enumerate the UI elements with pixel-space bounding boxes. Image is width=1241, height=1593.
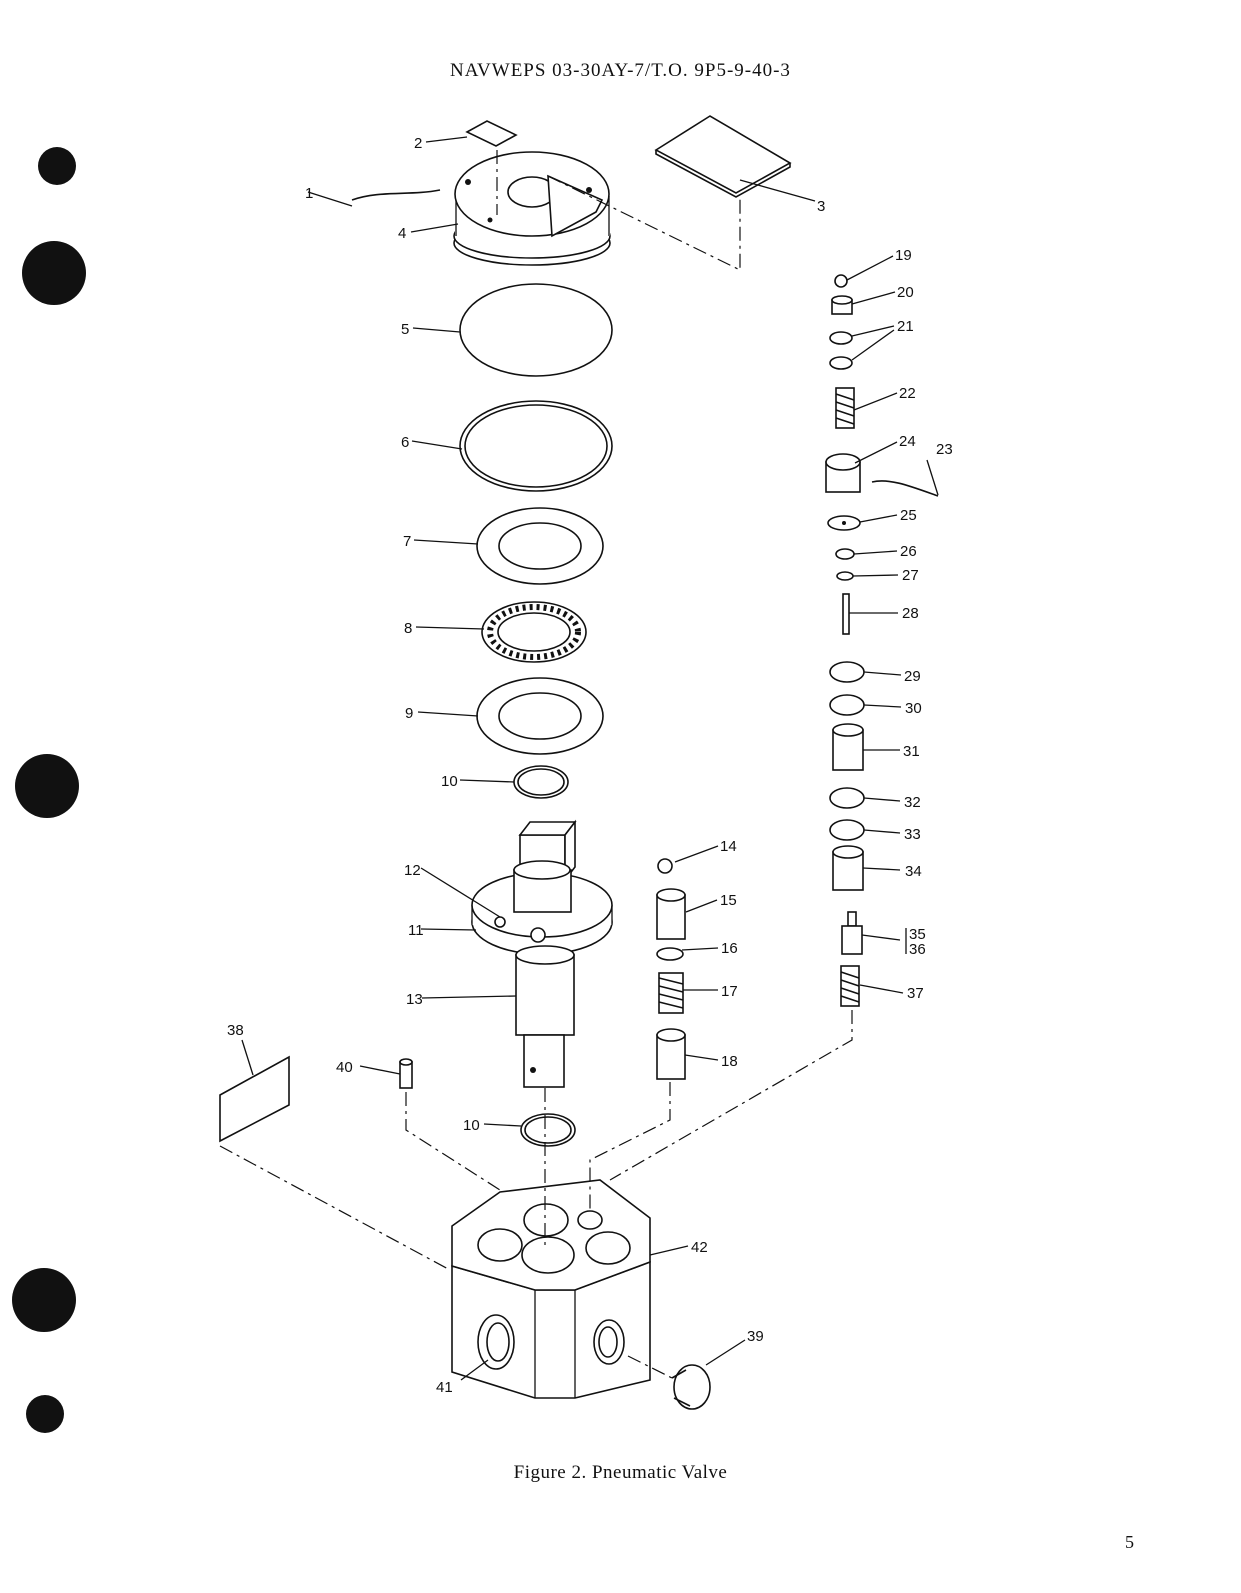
callout-30: 30 (905, 700, 922, 717)
callout-24: 24 (899, 433, 916, 450)
callout-1: 1 (305, 185, 314, 202)
callout-28: 28 (902, 605, 919, 622)
callout-39: 39 (747, 1328, 764, 1345)
callout-21: 21 (897, 318, 914, 335)
callout-2: 2 (414, 135, 423, 152)
callout-25: 25 (900, 507, 917, 524)
callout-9: 9 (405, 705, 414, 722)
part-17-spring (659, 973, 683, 1013)
callout-32: 32 (904, 794, 921, 811)
binder-hole (26, 1395, 64, 1433)
callout-10: 10 (441, 773, 458, 790)
callout-15: 15 (720, 892, 737, 909)
part-4-cover (454, 152, 610, 265)
callout-10-lower: 10 (463, 1117, 480, 1134)
callout-33: 33 (904, 826, 921, 843)
callout-23: 23 (936, 441, 953, 458)
callout-17: 17 (721, 983, 738, 1000)
figure-caption: Figure 2. Pneumatic Valve (513, 1462, 728, 1483)
part-2-small-plate (467, 121, 516, 146)
callout-42: 42 (691, 1239, 708, 1256)
binder-hole (15, 754, 79, 818)
binder-holes (12, 147, 86, 1433)
callout-37: 37 (907, 985, 924, 1002)
right-column-parts (826, 275, 938, 1006)
part-40-pin (400, 1059, 412, 1088)
part-8-needle-bearing (482, 602, 586, 662)
part-9-thrust-washer (477, 678, 603, 754)
part-16-disc (657, 948, 683, 960)
callout-16: 16 (721, 940, 738, 957)
callout-29: 29 (904, 668, 921, 685)
callout-6: 6 (401, 434, 410, 451)
binder-hole (12, 1268, 76, 1332)
callout-40: 40 (336, 1059, 353, 1076)
part-10-o-ring-lower (521, 1114, 575, 1146)
binder-hole (22, 241, 86, 305)
callout-41: 41 (436, 1379, 453, 1396)
callout-4: 4 (398, 225, 407, 242)
callout-22: 22 (899, 385, 916, 402)
part-5-o-ring (460, 284, 612, 376)
callout-26: 26 (900, 543, 917, 560)
callout-20: 20 (897, 284, 914, 301)
part-1-lockwire (352, 190, 440, 200)
part-7-thrust-washer (477, 508, 603, 584)
callout-18: 18 (721, 1053, 738, 1070)
callout-35: 35 (909, 926, 926, 943)
callout-11: 11 (408, 922, 424, 939)
part-13-shaft-assembly (472, 822, 612, 1087)
document-number-header: NAVWEPS 03-30AY-7/T.O. 9P5-9-40-3 (450, 60, 791, 81)
callout-36: 36 (909, 941, 926, 958)
part-38-plate (220, 1057, 289, 1141)
callout-8: 8 (404, 620, 413, 637)
part-6-packing-ring (460, 401, 612, 491)
callout-12: 12 (404, 862, 421, 879)
part-39-plug (672, 1365, 710, 1409)
part-14-ball (658, 859, 672, 873)
callout-27: 27 (902, 567, 919, 584)
callout-19: 19 (895, 247, 912, 264)
page-number: 5 (1125, 1532, 1134, 1552)
callout-14: 14 (720, 838, 737, 855)
part-3-instruction-plate (656, 116, 790, 197)
callout-38: 38 (227, 1022, 244, 1039)
callout-13: 13 (406, 991, 423, 1008)
part-10-o-ring-upper (514, 766, 568, 798)
part-15-sleeve (657, 889, 685, 939)
callout-5: 5 (401, 321, 410, 338)
part-18-sleeve (657, 1029, 685, 1079)
callout-34: 34 (905, 863, 922, 880)
callout-3: 3 (817, 198, 826, 215)
callout-31: 31 (903, 743, 920, 760)
callout-7: 7 (403, 533, 412, 550)
binder-hole (38, 147, 76, 185)
